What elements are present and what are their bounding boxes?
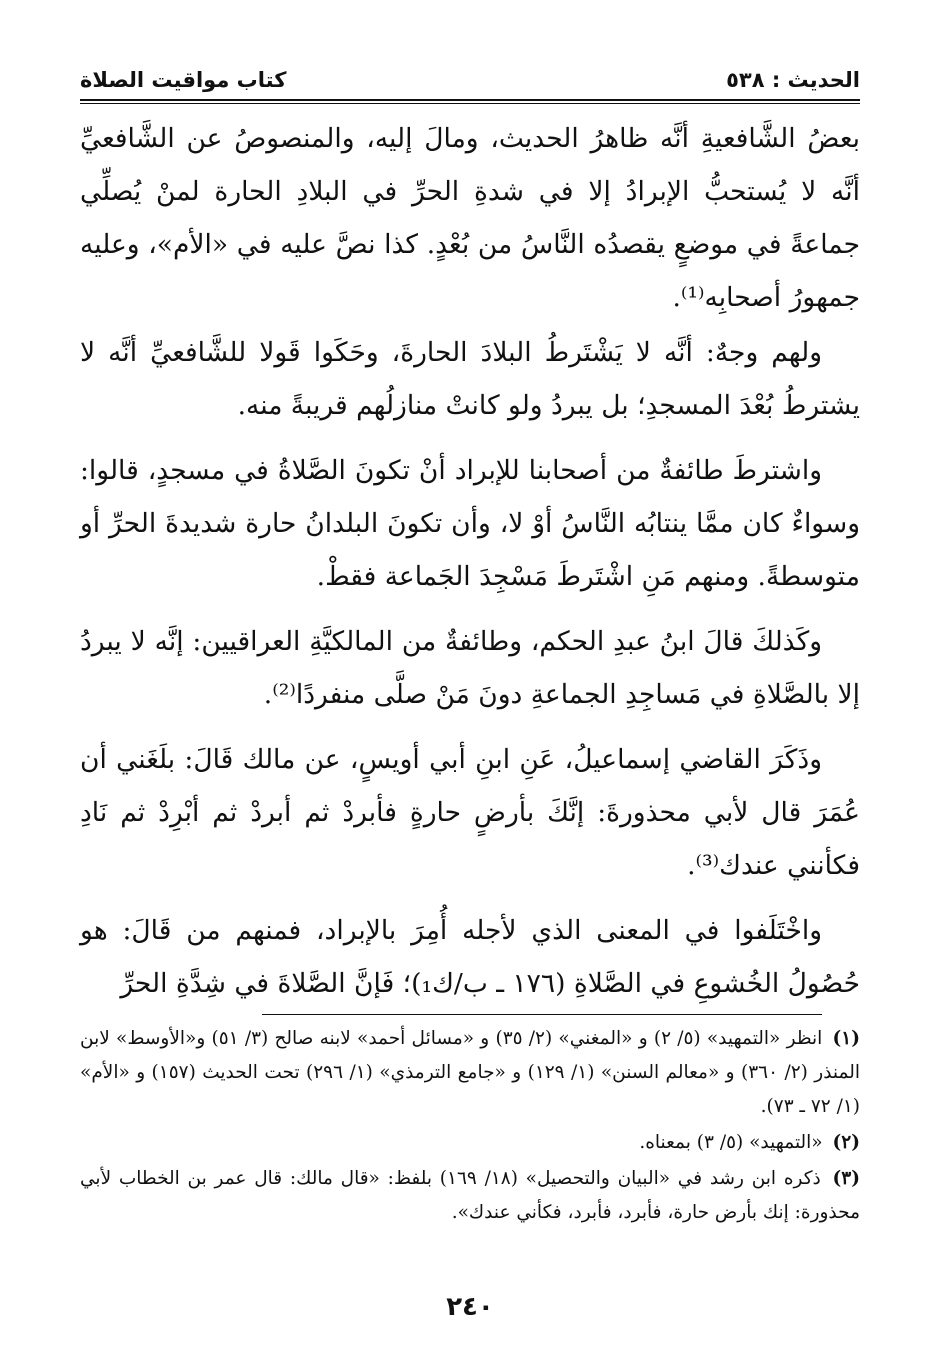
footnote-number: (١) xyxy=(832,1028,860,1049)
header-rule xyxy=(80,99,860,101)
footnote xyxy=(80,1126,860,1160)
footnote-text: انظر «التمهيد» (٥/ ٢) و «المغني» (٢/ ٣٥) و «مسائل أحمد» لابنه صالح (٣/ ٥١) و«الأوسط» لابن المنذر (٢/ ٣٦٠) و «معالم السنن» (١/ ١٢٩) و «جامع الترمذي» (١/ ٢٩٦) تحت الحديث (١٥٧) و «الأم» (١/ ٧٢ ـ ٧٣). xyxy=(80,1028,860,1117)
book-title: كتاب مواقيت الصلاة xyxy=(80,68,287,92)
paragraph: ولهم وجهٌ: أنَّه لا يَشْتَرطُ البلادَ الحارةَ، وحَكَوا قَولا للشَّافعيِّ أنَّه لا يشترطُ بُعْدَ المسجدِ؛ بل يبردُ ولو كانتْ منازلُهم قريبةً منه. xyxy=(80,337,860,421)
footnote xyxy=(80,1162,860,1230)
paragraph: وكَذلكَ قالَ ابنُ عبدِ الحكم، وطائفةٌ من المالكيَّةِ العراقيين: إنَّه لا يبردُ إلا بالصَّلاةِ في مَساجِدِ الجماعةِ دونَ مَنْ صلَّى منفردًا⁽²⁾. xyxy=(80,626,860,710)
hadith-number: الحديث : ٥٣٨ xyxy=(726,68,860,92)
running-header xyxy=(80,54,860,94)
paragraph: واشترطَ طائفةٌ من أصحابنا للإبراد أنْ تكونَ الصَّلاةُ في مسجدٍ، قالوا: وسواءٌ كان ممَّا ينتابُه النَّاسُ أوْ لا، وأن تكونَ البلدانُ حارة شديدةَ الحرِّ أو متوسطةً. ومنهم مَنِ اشْتَرطَ مَسْجِدَ الجَماعة فقطْ. xyxy=(80,455,860,592)
paragraph: وذَكَرَ القاضي إسماعيلُ، عَنِ ابنِ أبي أويسٍ، عن مالك قَالَ: بلَغَني أن عُمَرَ قال لأبي محذورةَ: إنَّكَ بأرضٍ حارةٍ فأبردْ ثم أبردْ ثم أبْرِدْ ثم نَادِ فكأنني عندك⁽³⁾. xyxy=(80,744,860,881)
footnote-number: (٢) xyxy=(832,1132,860,1153)
header-rule-thin xyxy=(80,103,860,104)
footnote-separator xyxy=(262,1014,822,1015)
paragraph: بعضُ الشَّافعيةِ أنَّه ظاهرُ الحديث، ومالَ إليه، والمنصوصُ عن الشَّافعيِّ أنَّه لا يُستحبُّ الإبرادُ إلا في شدةِ الحرِّ في البلادِ الحارة لمنْ يُصلِّي جماعةً في موضعٍ يقصدُه النَّاسُ من بُعْدٍ. كذا نصَّ عليه في «الأم»، وعليه جمهورُ أصحابِه⁽¹⁾. xyxy=(80,123,860,313)
main-text xyxy=(80,112,860,1022)
footnote-text: «التمهيد» (٥/ ٣) بمعناه. xyxy=(639,1132,823,1153)
footnote xyxy=(80,1022,860,1124)
footnote-text: ذكره ابن رشد في «البيان والتحصيل» (١٨/ ١٦٩) بلفظ: «قال مالك: قال عمر بن الخطاب لأبي محذورة: إنك بأرض حارة، فأبرد، فأبرد، فكأني عندك». xyxy=(80,1168,860,1223)
paragraph: واخْتَلَفوا في المعنى الذي لأجله أُمِرَ بالإبراد، فمنهم من قَالَ: هو حُصُولُ الخُشوعِ في الصَّلاةِ (١٧٦ ـ ب/ك₁)؛ فَإنَّ الصَّلاةَ في شِدَّةِ الحرِّ xyxy=(80,915,860,999)
footnotes xyxy=(80,1022,860,1232)
page-number: ٢٤٠ xyxy=(446,1292,494,1322)
footnote-number: (٣) xyxy=(832,1168,860,1189)
